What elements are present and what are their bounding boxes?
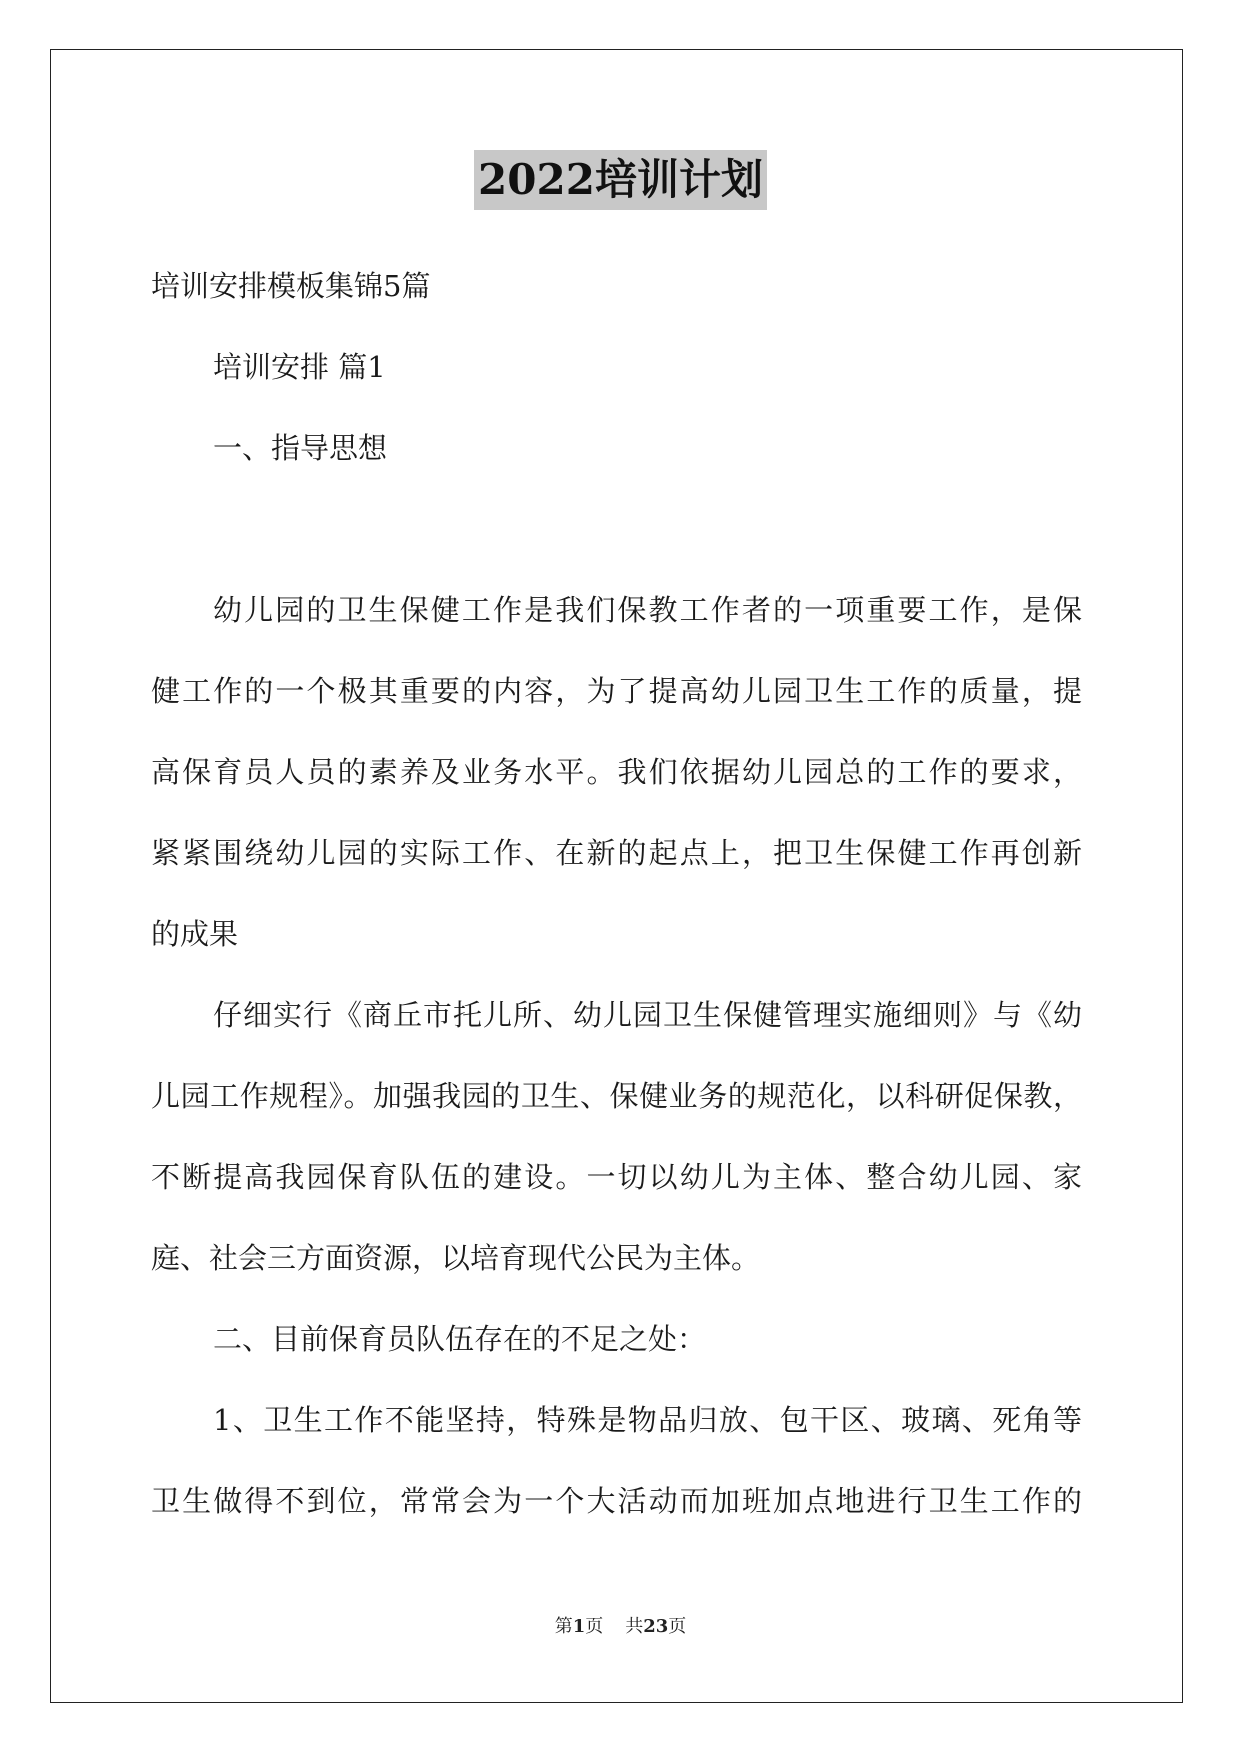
total-prefix: 共 bbox=[625, 1616, 644, 1637]
paragraph-line: 高保育员人员的素养及业务水平。我们依据幼儿园总的工作的要求， bbox=[151, 755, 1082, 789]
paragraph-line: 仔细实行《商丘市托儿所、幼儿园卫生保健管理实施细则》与《幼 bbox=[213, 998, 1082, 1032]
document-subtitle: 培训安排模板集锦5篇 bbox=[151, 269, 431, 303]
page-current: 1 bbox=[572, 1616, 586, 1637]
paragraph-line: 庭、社会三方面资源，以培育现代公民为主体。 bbox=[151, 1241, 761, 1275]
title-container bbox=[0, 150, 1241, 210]
page-prefix: 第 bbox=[554, 1616, 573, 1637]
paragraph-line: 不断提高我园保育队伍的建设。一切以幼儿为主体、整合幼儿园、家 bbox=[151, 1160, 1082, 1194]
paragraph-line: 1、卫生工作不能坚持，特殊是物品归放、包干区、玻璃、死角等 bbox=[213, 1403, 1082, 1437]
page-footer bbox=[0, 1614, 1241, 1640]
document-title: 2022培训计划 bbox=[474, 150, 767, 210]
paragraph-line: 儿园工作规程》。加强我园的卫生、保健业务的规范化，以科研促保教， bbox=[151, 1079, 1082, 1113]
page-total: 23 bbox=[643, 1616, 669, 1637]
paragraph-line: 紧紧围绕幼儿园的实际工作、在新的起点上，把卫生保健工作再创新 bbox=[151, 836, 1082, 870]
section-heading: 培训安排 篇1 bbox=[213, 350, 386, 384]
total-suffix: 页 bbox=[668, 1616, 687, 1637]
paragraph-line: 的成果 bbox=[151, 917, 239, 951]
paragraph-line: 健工作的一个极其重要的内容，为了提高幼儿园卫生工作的质量，提 bbox=[151, 674, 1082, 708]
page-suffix: 页 bbox=[585, 1616, 604, 1637]
paragraph-line: 幼儿园的卫生保健工作是我们保教工作者的一项重要工作，是保 bbox=[213, 593, 1082, 627]
paragraph-line: 卫生做得不到位，常常会为一个大活动而加班加点地进行卫生工作的 bbox=[151, 1484, 1082, 1518]
heading-shortcomings: 二、目前保育员队伍存在的不足之处： bbox=[213, 1322, 707, 1356]
heading-guiding-ideology: 一、指导思想 bbox=[213, 431, 388, 465]
